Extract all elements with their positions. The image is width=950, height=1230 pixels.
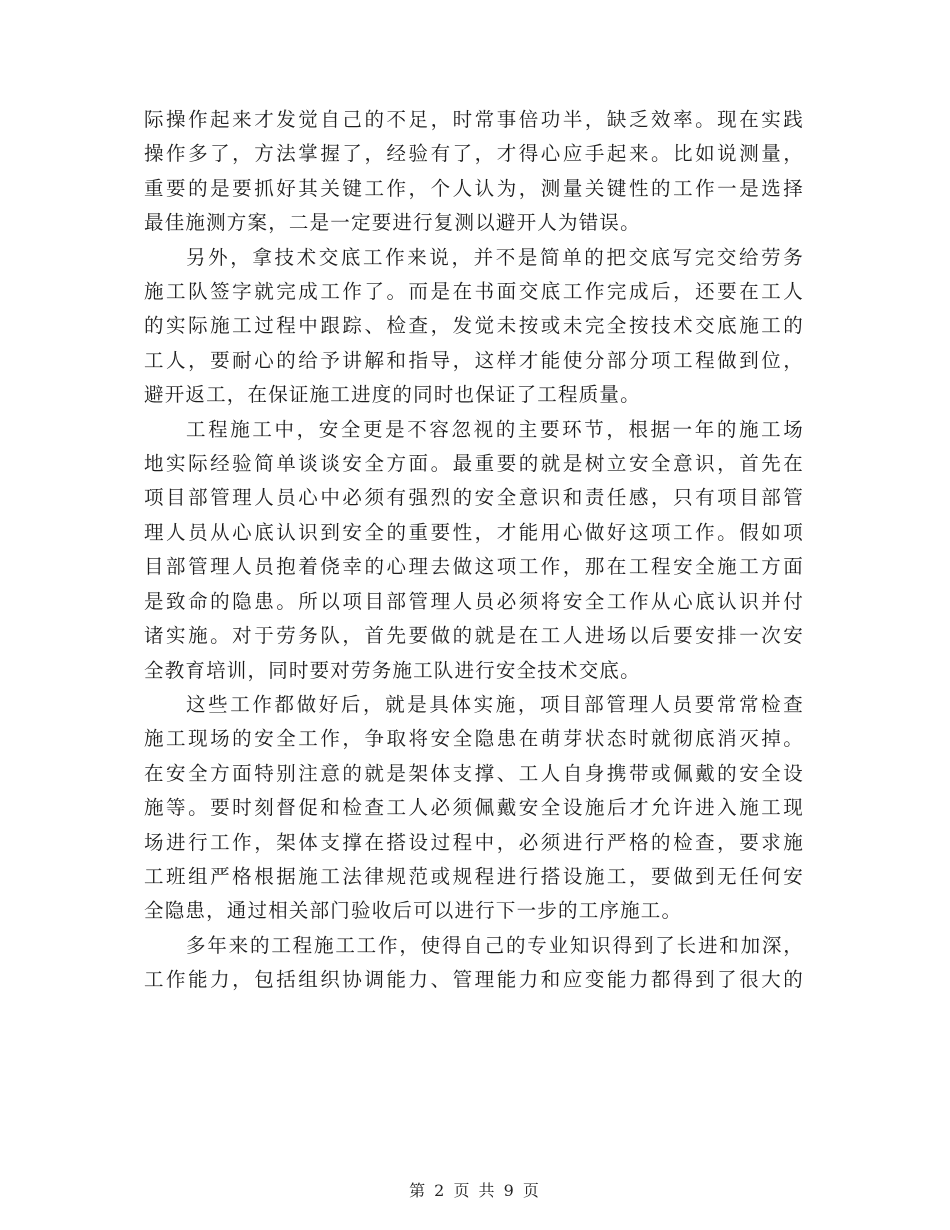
text-line: 的实际施工过程中跟踪、检查，发觉未按或未完全按技术交底施工的 [144,314,804,338]
text-line: 工程施工中，安全更是不容忽视的主要环节，根据一年的施工场 [186,417,804,441]
text-line: 施工队签字就完成工作了。而是在书面交底工作完成后，还要在工人 [144,280,804,304]
text-line: 理人员从心底认识到安全的重要性，才能用心做好这项工作。假如项 [144,520,804,544]
text-line: 避开返工，在保证施工进度的同时也保证了工程质量。 [144,383,641,407]
text-line: 重要的是要抓好其关键工作，个人认为，测量关键性的工作一是选择 [144,176,804,200]
text-line: 在安全方面特别注意的就是架体支撑、工人自身携带或佩戴的安全设 [144,761,804,785]
text-line: 际操作起来才发觉自己的不足，时常事倍功半，缺乏效率。现在实践 [144,108,804,131]
text-line: 地实际经验简单谈谈安全方面。最重要的就是树立安全意识，首先在 [144,452,804,476]
paragraph-1 [144,103,804,241]
text-line: 另外，拿技术交底工作来说，并不是简单的把交底写完交给劳务 [186,245,804,269]
paragraph-2 [144,241,804,413]
document-body [144,103,804,998]
text-line: 施工现场的安全工作，争取将安全隐患在萌芽状态时就彻底消灭掉。 [144,727,804,751]
text-line: 工班组严格根据施工法律规范或规程进行搭设施工，要做到无任何安 [144,864,804,888]
page-number: 第 2 页 共 9 页 [409,1181,541,1200]
text-line: 场进行工作，架体支撑在搭设过程中，必须进行严格的检查，要求施 [144,830,804,854]
text-line: 目部管理人员抱着侥幸的心理去做这项工作，那在工程安全施工方面 [144,555,804,579]
text-line: 工作能力，包括组织协调能力、管理能力和应变能力都得到了很大的 [144,968,804,992]
text-line: 多年来的工程施工工作，使得自己的专业知识得到了长进和加深， [186,933,804,957]
text-line: 全隐患，通过相关部门验收后可以进行下一步的工序施工。 [144,899,683,923]
text-line: 项目部管理人员心中必须有强烈的安全意识和责任感，只有项目部管 [144,486,804,510]
text-line: 最佳施测方案，二是一定要进行复测以避开人为错误。 [144,211,641,235]
text-line: 全教育培训，同时要对劳务施工队进行安全技术交底。 [144,658,641,682]
text-line: 施等。要时刻督促和检查工人必须佩戴安全设施后才允许进入施工现 [144,796,804,820]
text-line: 是致命的隐患。所以项目部管理人员必须将安全工作从心底认识并付 [144,589,804,613]
text-line: 操作多了，方法掌握了，经验有了，才得心应手起来。比如说测量， [144,142,804,166]
text-line: 诸实施。对于劳务队，首先要做的就是在工人进场以后要安排一次安 [144,624,804,648]
paragraph-3 [144,413,804,688]
text-line: 工人，要耐心的给予讲解和指导，这样才能使分部分项工程做到位， [144,348,804,372]
paragraph-5 [144,929,804,998]
paragraph-4 [144,688,804,929]
text-line: 这些工作都做好后，就是具体实施，项目部管理人员要常常检查 [186,692,804,716]
